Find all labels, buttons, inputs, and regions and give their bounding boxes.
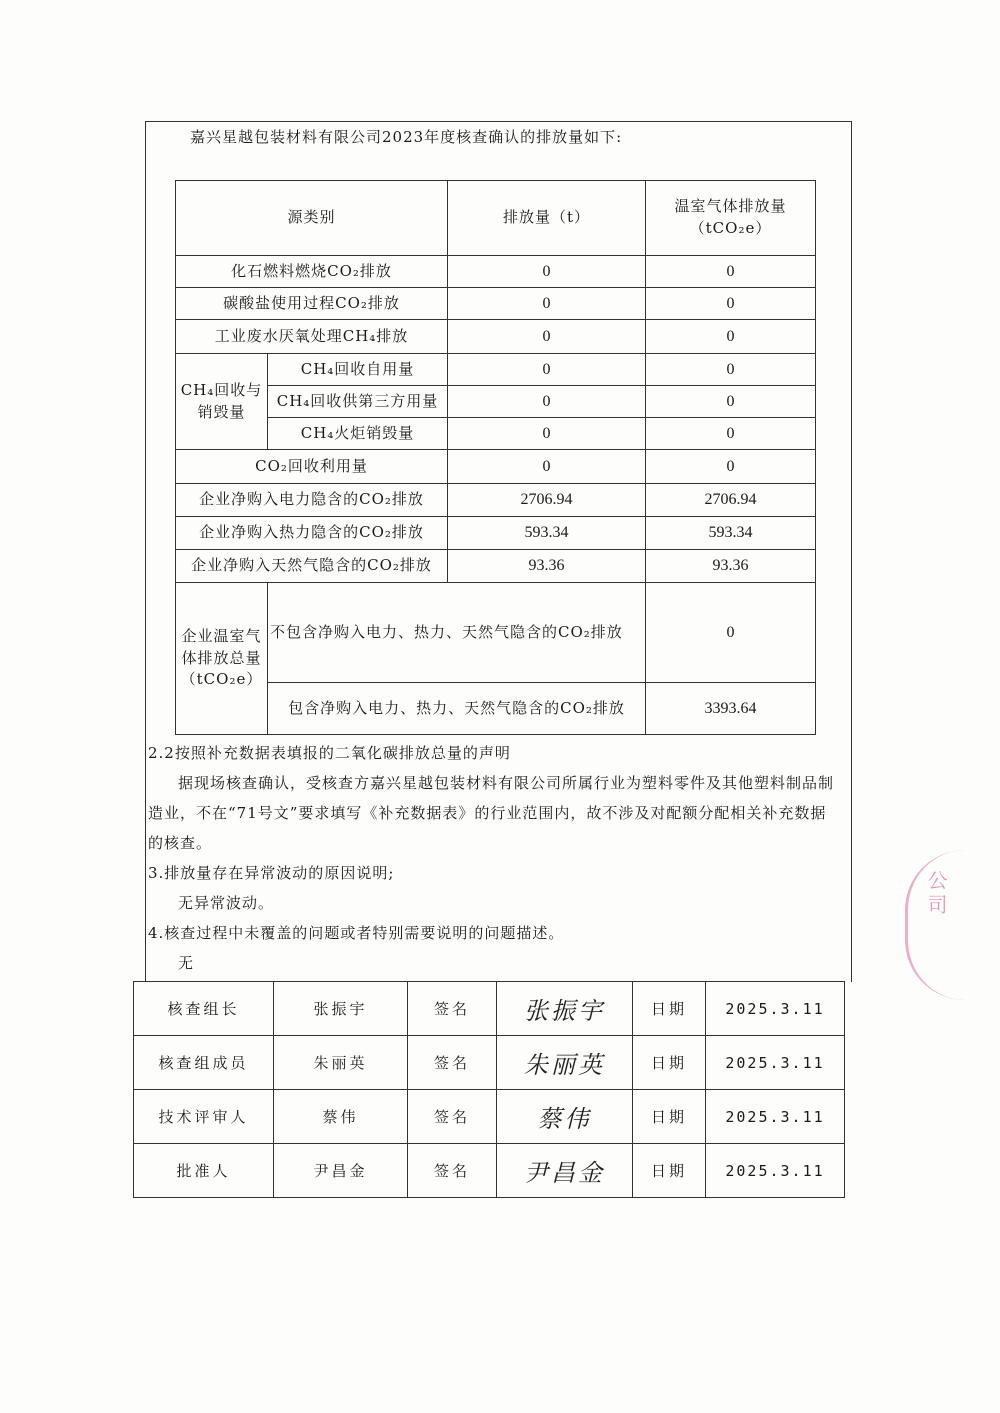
- signoff-date-label: 日期: [633, 1144, 706, 1198]
- table-row: [176, 450, 816, 484]
- signoff-name: 尹昌金: [274, 1144, 408, 1198]
- row-ghg: 593.34: [646, 517, 816, 550]
- table-row: [176, 386, 816, 418]
- section-3-body: 无异常波动。: [178, 894, 275, 912]
- row-label: 碳酸盐使用过程CO₂排放: [176, 288, 448, 320]
- signoff-signature: 张振宇: [497, 982, 633, 1036]
- signoff-row: [134, 1036, 845, 1090]
- row-ghg: 0: [646, 418, 816, 450]
- signoff-row: [134, 1090, 845, 1144]
- signoff-name: 张振宇: [274, 982, 408, 1036]
- row-label: CH₄火炬销毁量: [268, 418, 448, 450]
- header-ghg: [646, 181, 816, 256]
- ch4-group-label: CH₄回收与销毁量: [176, 354, 268, 450]
- signoff-date: 2025.3.11: [706, 1144, 845, 1198]
- row-ghg: 0: [646, 354, 816, 386]
- total-incl-label: 包含净购入电力、热力、天然气隐含的CO₂排放: [268, 683, 646, 735]
- row-ghg: 93.36: [646, 550, 816, 583]
- signoff-row: [134, 1144, 845, 1198]
- row-amount: 0: [448, 386, 646, 418]
- row-amount: 0: [448, 354, 646, 386]
- header-amount: 排放量（t）: [448, 181, 646, 256]
- row-ghg: 2706.94: [646, 484, 816, 517]
- table-header-row: [176, 181, 816, 256]
- row-label: 企业净购入热力隐含的CO₂排放: [176, 517, 448, 550]
- signoff-date-label: 日期: [633, 1036, 706, 1090]
- signoff-date-label: 日期: [633, 1090, 706, 1144]
- header-ghg-label: 温室气体排放量: [674, 197, 787, 216]
- total-incl-value: 3393.64: [646, 683, 816, 735]
- signoff-date: 2025.3.11: [706, 1036, 845, 1090]
- signoff-role: 核查组长: [134, 982, 274, 1036]
- section-4-body: 无: [178, 954, 195, 972]
- signoff-date: 2025.3.11: [706, 982, 845, 1036]
- row-ghg: 0: [646, 320, 816, 354]
- company-seal: [905, 850, 1000, 1000]
- signoff-signature: 朱丽英: [497, 1036, 633, 1090]
- signoff-sign-label: 签名: [408, 1036, 497, 1090]
- row-label: 化石燃料燃烧CO₂排放: [176, 256, 448, 288]
- section-2-2-body: 据现场核查确认，受核查方嘉兴星越包装材料有限公司所属行业为塑料零件及其他塑料制品制造业，不在“71号文”要求填写《补充数据表》的行业范围内，故不涉及对配额分配相关补充数据的核查。: [148, 774, 835, 852]
- row-amount: 0: [448, 320, 646, 354]
- row-label: CH₄回收供第三方用量: [268, 386, 448, 418]
- signoff-date: 2025.3.11: [706, 1090, 845, 1144]
- table-row: [176, 256, 816, 288]
- signoff-name: 蔡伟: [274, 1090, 408, 1144]
- row-label: CO₂回收利用量: [176, 450, 448, 484]
- row-ghg: 0: [646, 386, 816, 418]
- table-row: [176, 354, 816, 386]
- row-amount: 0: [448, 450, 646, 484]
- signoff-sign-label: 签名: [408, 982, 497, 1036]
- row-amount: 93.36: [448, 550, 646, 583]
- row-amount: 0: [448, 256, 646, 288]
- total-excl-label: 不包含净购入电力、热力、天然气隐含的CO₂排放: [268, 583, 646, 683]
- row-amount: 2706.94: [448, 484, 646, 517]
- row-label: 工业废水厌氧处理CH₄排放: [176, 320, 448, 354]
- emissions-table: [175, 180, 816, 735]
- section-3-heading: 3.排放量存在异常波动的原因说明;: [148, 864, 395, 882]
- table-row: [176, 484, 816, 517]
- table-row: [176, 550, 816, 583]
- company-seal-text: 公司: [924, 870, 948, 918]
- total-label: 企业温室气体排放总量（tCO₂e）: [176, 583, 268, 735]
- signoff-signature: 尹昌金: [497, 1144, 633, 1198]
- table-row: [176, 418, 816, 450]
- row-ghg: 0: [646, 256, 816, 288]
- signoff-name: 朱丽英: [274, 1036, 408, 1090]
- signoff-sign-label: 签名: [408, 1144, 497, 1198]
- signoff-table: [133, 981, 845, 1198]
- signoff-role: 核查组成员: [134, 1036, 274, 1090]
- header-source: 源类别: [176, 181, 448, 256]
- total-excl-value: 0: [646, 583, 816, 683]
- table-row: [176, 517, 816, 550]
- table-row: [176, 288, 816, 320]
- section-2-2-heading: 2.2按照补充数据表填报的二氧化碳排放总量的声明: [148, 744, 511, 762]
- row-ghg: 0: [646, 450, 816, 484]
- row-ghg: 0: [646, 288, 816, 320]
- total-row-excl: [176, 583, 816, 683]
- signoff-sign-label: 签名: [408, 1090, 497, 1144]
- row-amount: 593.34: [448, 517, 646, 550]
- signoff-row: [134, 982, 845, 1036]
- section-4-heading: 4.核查过程中未覆盖的问题或者特别需要说明的问题描述。: [148, 924, 565, 942]
- row-label: CH₄回收自用量: [268, 354, 448, 386]
- row-amount: 0: [448, 418, 646, 450]
- signoff-role: 技术评审人: [134, 1090, 274, 1144]
- header-ghg-unit: （tCO₂e）: [689, 219, 772, 237]
- row-label: 企业净购入电力隐含的CO₂排放: [176, 484, 448, 517]
- intro-text: 嘉兴星越包装材料有限公司2023年度核查确认的排放量如下:: [190, 128, 623, 146]
- row-label: 企业净购入天然气隐含的CO₂排放: [176, 550, 448, 583]
- signoff-role: 批准人: [134, 1144, 274, 1198]
- signoff-signature: 蔡伟: [497, 1090, 633, 1144]
- row-amount: 0: [448, 288, 646, 320]
- table-row: [176, 320, 816, 354]
- total-row-incl: [176, 683, 816, 735]
- signoff-date-label: 日期: [633, 982, 706, 1036]
